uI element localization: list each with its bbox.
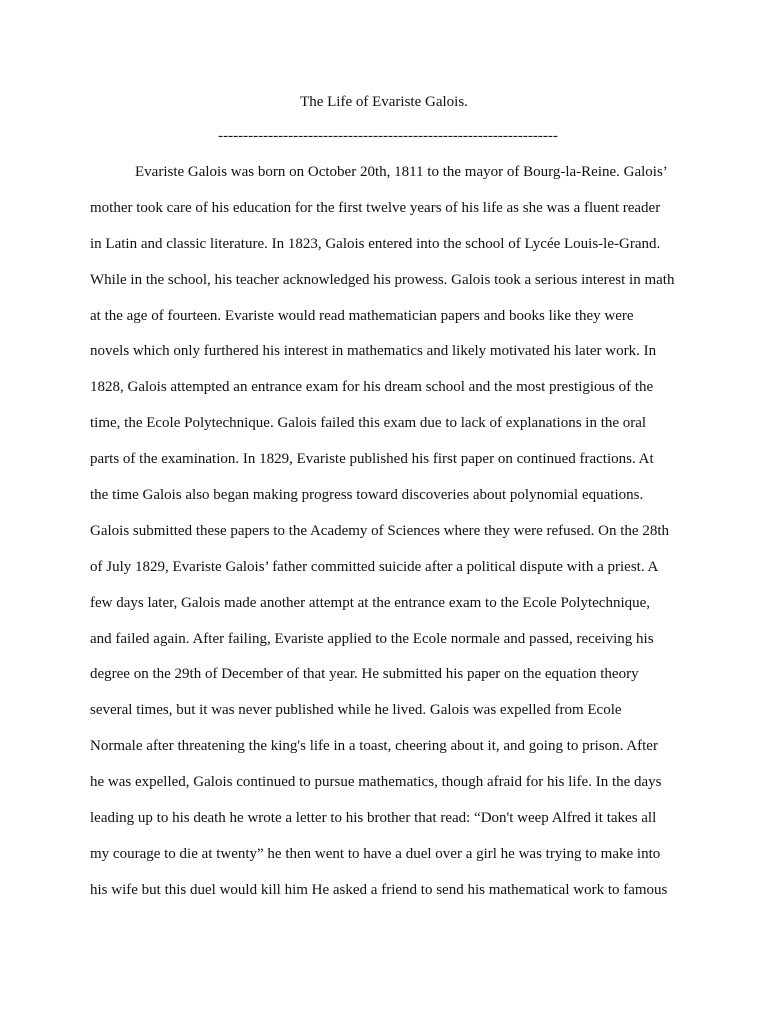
body-line: few days later, Galois made another attempt at the entrance exam to the Ecole Polytechnique, (90, 594, 651, 611)
body-line: While in the school, his teacher acknowledged his prowess. Galois took a serious interest in math (90, 271, 675, 288)
body-line: and failed again. After failing, Evariste applied to the Ecole normale and passed, receiving his (90, 630, 654, 647)
body-line: he was expelled, Galois continued to pursue mathematics, though afraid for his life. In the days (90, 774, 662, 791)
body-line: 1828, Galois attempted an entrance exam for his dream school and the most prestigious of the (90, 379, 654, 396)
body-line: leading up to his death he wrote a letter to his brother that read: “Don't weep Alfred it takes all (90, 810, 657, 827)
body-line: Evariste Galois was born on October 20th, 1811 to the mayor of Bourg-la-Reine. Galois’ (135, 164, 668, 180)
body-line: novels which only furthered his interest in mathematics and likely motivated his later work. In (90, 343, 657, 360)
body-line: time, the Ecole Polytechnique. Galois failed this exam due to lack of explanations in the oral (90, 415, 647, 432)
body-line: degree on the 29th of December of that year. He submitted his paper on the equation theory (90, 666, 639, 683)
body-line: at the age of fourteen. Evariste would read mathematician papers and books like they were (90, 307, 634, 324)
body-line: the time Galois also began making progress toward discoveries about polynomial equations. (90, 487, 644, 504)
document-title: The Life of Evariste Galois. (300, 94, 468, 110)
body-line: Galois submitted these papers to the Academy of Sciences where they were refused. On the 28th (90, 522, 669, 539)
body-line: my courage to die at twenty” he then went to have a duel over a girl he was trying to make into (90, 845, 661, 862)
body-line: in Latin and classic literature. In 1823, Galois entered into the school of Lycée Louis-le-Grand. (90, 235, 661, 252)
body-line: mother took care of his education for the first twelve years of his life as she was a fluent reader (90, 199, 661, 216)
body-line: several times, but it was never published while he lived. Galois was expelled from Ecole (90, 702, 622, 719)
title-divider: -------------------------------------------------------------------- (218, 128, 558, 144)
body-text (90, 160, 690, 914)
body-line: Normale after threatening the king's life in a toast, cheering about it, and going to prison. After (90, 738, 658, 755)
body-line: parts of the examination. In 1829, Evariste published his first paper on continued fractions. At (90, 451, 654, 468)
body-line: of July 1829, Evariste Galois’ father committed suicide after a political dispute with a priest. A (90, 558, 659, 575)
body-line: his wife but this duel would kill him He asked a friend to send his mathematical work to famous (90, 881, 668, 898)
